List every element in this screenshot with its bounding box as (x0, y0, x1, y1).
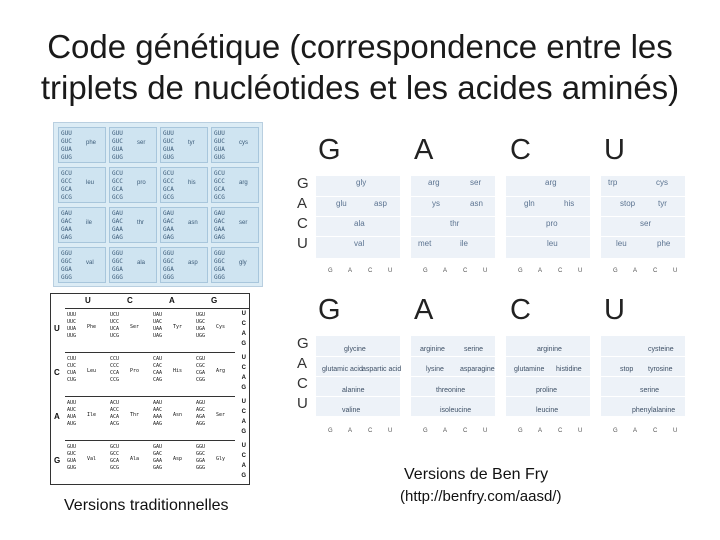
trad2-codons: UGU UGC UGA UGG (196, 312, 206, 339)
codon-block (109, 207, 157, 243)
fry-aa-label: ala (354, 219, 365, 228)
trad2-third-letter: U (241, 443, 246, 449)
fry-column-letter: C (510, 294, 531, 326)
fry-aa-label: ys (432, 199, 440, 208)
amino-acid-label: ala (137, 260, 146, 266)
codon-block (109, 167, 157, 203)
trad2-codons: GAU GAC GAA GAG (153, 444, 163, 471)
codon-block (211, 207, 259, 243)
codon-block (211, 167, 259, 203)
fry-aa-label: serine (640, 387, 660, 394)
amino-acid-label: ser (239, 220, 248, 226)
fry-tick-label: C (653, 428, 658, 434)
fry-tick-label: U (388, 428, 393, 434)
fry-aa-label: histidine (556, 366, 582, 373)
trad2-codons: CCU CCC CCA CCG (110, 356, 120, 383)
trad2-codons: GGU GGC GGA GGG (196, 444, 206, 471)
fry-tick-label: U (388, 268, 393, 274)
amino-acid-label: tyr (188, 140, 195, 146)
fry-tick-label: U (673, 428, 678, 434)
fry-aa-label: glycine (344, 346, 366, 353)
fry-tick-label: C (368, 268, 373, 274)
amino-acid-label: val (86, 260, 94, 266)
fry-divider (316, 396, 400, 397)
trad2-aa: Ser (130, 324, 140, 330)
fry-column-letter: U (604, 134, 625, 166)
trad2-third-letter: G (241, 341, 246, 347)
fry-aa-label: val (354, 239, 365, 248)
trad2-row-header: U (54, 324, 60, 333)
fry-tick-label: A (348, 428, 353, 434)
codon-list: GCU GCC GCA GCG (61, 170, 72, 201)
fry-aa-label: aspartic acid (362, 366, 402, 373)
fry-tick-label: A (538, 268, 543, 274)
fry-aa-label: gly (356, 178, 367, 187)
amino-acid-label: arg (239, 180, 248, 186)
trad2-codons: AUU AUC AUA AUG (67, 400, 77, 427)
caption-benfry-title: Versions de Ben Fry (404, 466, 549, 483)
fry-column-letter: A (414, 134, 434, 166)
codon-list: GGU GGC GGA GGG (214, 250, 225, 281)
trad2-codons: CGU CGC CGA CGG (196, 356, 206, 383)
fry-row-letter: G (297, 335, 309, 352)
fry-row-letter: A (297, 195, 308, 212)
trad2-third-letter: A (241, 375, 246, 381)
fry-tick-label: U (483, 268, 488, 274)
amino-acid-label: asn (188, 220, 198, 226)
fry-divider (506, 216, 590, 217)
fry-tick-label: C (558, 428, 563, 434)
fry-tick-label: C (558, 268, 563, 274)
amino-acid-label: his (188, 180, 196, 186)
fry-divider (506, 356, 590, 357)
trad2-third-letter: A (241, 419, 246, 425)
caption-traditional: Versions traditionnelles (64, 497, 229, 514)
fry-divider (411, 396, 495, 397)
trad2-third-letter: U (241, 311, 246, 317)
trad2-row-header: C (54, 368, 60, 377)
fry-panel (601, 176, 685, 258)
fry-column-letter: G (318, 294, 341, 326)
fry-aa-label: ser (470, 178, 482, 187)
fry-tick-label: A (443, 268, 448, 274)
fry-divider (316, 196, 400, 197)
codon-list: GGU GGC GGA GGG (61, 250, 72, 281)
fry-column-letter: G (318, 134, 341, 166)
fry-divider (316, 216, 400, 217)
amino-acid-label: phe (86, 140, 97, 146)
fry-divider (506, 196, 590, 197)
trad2-third-letter: U (241, 399, 246, 405)
fry-tick-label: G (423, 268, 428, 274)
fry-divider (506, 236, 590, 237)
codon-block (58, 207, 106, 243)
fry-aa-label: ile (460, 239, 469, 248)
fry-row-letter: C (297, 375, 308, 392)
codon-block (109, 127, 157, 163)
trad2-third-letter: G (241, 385, 246, 391)
fry-aa-label: ser (640, 219, 652, 228)
fry-divider (411, 376, 495, 377)
trad2-aa: Leu (87, 368, 97, 374)
fry-aa-label: serine (464, 346, 484, 353)
trad2-aa: Ala (130, 456, 140, 462)
fry-aa-label: leu (547, 239, 558, 248)
trad2-header (65, 294, 249, 309)
amino-acid-label: cys (239, 140, 248, 146)
fry-aa-label: proline (536, 387, 558, 394)
trad2-col-header: A (169, 296, 175, 305)
trad2-codons: GUU GUC GUA GUG (67, 444, 77, 471)
trad2-aa: Val (87, 456, 97, 462)
fry-tick-label: A (633, 268, 638, 274)
trad2-row-header: A (54, 412, 60, 421)
fry-aa-label: gln (524, 199, 535, 208)
trad2-codons: CUU CUC CUA CUG (67, 356, 77, 383)
caption-benfry-url: (http://benfry.com/aasd/) (400, 488, 562, 505)
fry-tick-label: U (578, 268, 583, 274)
amino-acid-label: ile (86, 220, 93, 226)
codon-list: GUU GUC GUA GUG (214, 130, 225, 161)
trad2-row (65, 396, 235, 441)
amino-acid-label: gly (239, 260, 247, 266)
codon-list: GGU GGC GGA GGG (112, 250, 123, 281)
fry-divider (316, 376, 400, 377)
codon-list: GUU GUC GUA GUG (112, 130, 123, 161)
fry-column-letter: A (414, 294, 434, 326)
trad2-third-letter: G (241, 429, 246, 435)
fry-aa-label: tyr (658, 199, 667, 208)
amino-acid-label: asp (188, 260, 198, 266)
codon-block (211, 127, 259, 163)
fry-aa-label: leucine (536, 407, 559, 414)
fry-tick-label: U (483, 428, 488, 434)
codon-block (109, 247, 157, 283)
trad2-third-letter: A (241, 331, 246, 337)
fry-divider (601, 396, 685, 397)
trad2-codons: UCU UCC UCA UCG (110, 312, 120, 339)
fry-row-letter: U (297, 235, 308, 252)
amino-acid-label: ser (137, 140, 146, 146)
fry-aa-label: arginine (537, 346, 562, 353)
trad2-aa: Ile (87, 412, 97, 418)
fry-row-letter: U (297, 395, 308, 412)
trad2-codons: UAU UAC UAA UAG (153, 312, 163, 339)
trad2-row (65, 440, 235, 485)
fry-tick-label: C (463, 428, 468, 434)
fry-divider (411, 216, 495, 217)
trad2-col-header: G (211, 296, 218, 305)
codon-block (160, 247, 208, 283)
fry-aa-label: glutamic acid (322, 366, 363, 373)
fry-tick-label: G (423, 428, 428, 434)
fry-tick-label: U (578, 428, 583, 434)
trad2-aa: Tyr (173, 324, 183, 330)
trad2-aa: Phe (87, 324, 97, 330)
fry-divider (601, 236, 685, 237)
traditional-codon-table-bw (50, 293, 250, 485)
fry-tick-label: G (613, 268, 618, 274)
fry-divider (316, 356, 400, 357)
fry-aa-label: met (418, 239, 432, 248)
trad2-aa: Asn (173, 412, 183, 418)
codon-list: GUU GUC GUA GUG (163, 130, 174, 161)
fry-row-letter: C (297, 215, 308, 232)
codon-list: GAU GAC GAA GAG (163, 210, 174, 241)
trad2-codons: CAU CAC CAA CAG (153, 356, 163, 383)
trad2-row-header: G (54, 456, 61, 465)
fry-tick-label: A (538, 428, 543, 434)
fry-tick-label: C (368, 428, 373, 434)
trad2-codons: ACU ACC ACA ACG (110, 400, 120, 427)
codon-block (58, 247, 106, 283)
slide-title (20, 26, 700, 108)
trad2-third-letter: C (241, 365, 246, 371)
trad2-codons: AGU AGC AGA AGG (196, 400, 206, 427)
fry-tick-label: G (328, 428, 333, 434)
fry-aa-label: phenylalanine (632, 407, 676, 414)
fry-aa-label: stop (620, 199, 636, 208)
trad2-row (65, 352, 235, 397)
fry-aa-label: asparagine (460, 366, 495, 373)
amino-acid-label: thr (137, 220, 145, 226)
fry-aa-label: pro (546, 219, 558, 228)
fry-divider (411, 236, 495, 237)
trad2-third-letter: C (241, 409, 246, 415)
fry-tick-label: C (463, 268, 468, 274)
trad2-aa: Asp (173, 456, 183, 462)
fry-divider (601, 216, 685, 217)
fry-aa-label: arg (545, 178, 557, 187)
trad2-col-header: C (127, 296, 133, 305)
fry-aa-label: arg (428, 178, 440, 187)
codon-block (211, 247, 259, 283)
fry-tick-label: C (653, 268, 658, 274)
trad2-aa: Thr (130, 412, 140, 418)
fry-divider (601, 376, 685, 377)
fry-divider (411, 196, 495, 197)
trad2-third-letter: C (241, 453, 246, 459)
trad2-aa: Ser (216, 412, 226, 418)
title-line-1: Code génétique (correspondence entre les (47, 28, 673, 65)
fry-column-letter: U (604, 294, 625, 326)
fry-aa-label: his (564, 199, 575, 208)
fry-aa-label: arginine (420, 346, 445, 353)
traditional-codon-table-color (53, 122, 263, 287)
trad2-third-letter: U (241, 355, 246, 361)
fry-tick-label: G (518, 428, 523, 434)
fry-divider (411, 356, 495, 357)
fry-column-letter: C (510, 134, 531, 166)
codon-list: GCU GCC GCA GCG (112, 170, 123, 201)
fry-tick-label: G (613, 428, 618, 434)
trad2-third-letter: C (241, 321, 246, 327)
codon-list: GAU GAC GAA GAG (61, 210, 72, 241)
fry-aa-label: threonine (436, 387, 466, 394)
fry-aa-label: glu (336, 199, 347, 208)
trad2-third-letter: A (241, 463, 246, 469)
fry-row-letter: G (297, 175, 309, 192)
fry-divider (506, 376, 590, 377)
fry-tick-label: U (673, 268, 678, 274)
fry-aa-label: glutamine (514, 366, 545, 373)
fry-aa-label: tyrosine (648, 366, 673, 373)
trad2-codons: AAU AAC AAA AAG (153, 400, 163, 427)
codon-list: GUU GUC GUA GUG (61, 130, 72, 161)
codon-list: GCU GCC GCA GCG (163, 170, 174, 201)
fry-divider (316, 236, 400, 237)
fry-aa-label: thr (450, 219, 460, 228)
trad2-aa: Arg (216, 368, 226, 374)
codon-list: GCU GCC GCA GCG (214, 170, 225, 201)
trad2-aa: Cys (216, 324, 226, 330)
amino-acid-label: leu (86, 180, 95, 186)
codon-block (160, 207, 208, 243)
fry-aa-label: alanine (342, 387, 365, 394)
codon-block (58, 167, 106, 203)
fry-divider (601, 196, 685, 197)
fry-aa-label: asp (374, 199, 387, 208)
trad2-col-header: U (85, 296, 91, 305)
amino-acid-label: pro (137, 180, 146, 186)
fry-aa-label: stop (620, 366, 634, 373)
codon-list: GGU GGC GGA GGG (163, 250, 174, 281)
trad2-aa: Gly (216, 456, 226, 462)
fry-divider (506, 396, 590, 397)
fry-aa-label: cysteine (648, 346, 674, 353)
fry-aa-label: lysine (426, 366, 444, 373)
codon-block (58, 127, 106, 163)
fry-divider (601, 356, 685, 357)
fry-aa-label: asn (470, 199, 483, 208)
codon-list: GAU GAC GAA GAG (112, 210, 123, 241)
codon-block (160, 167, 208, 203)
trad2-codons: GCU GCC GCA GCG (110, 444, 120, 471)
fry-tick-label: A (633, 428, 638, 434)
fry-aa-label: leu (616, 239, 627, 248)
trad2-row (65, 308, 235, 353)
fry-aa-label: isoleucine (440, 407, 472, 414)
fry-tick-label: A (443, 428, 448, 434)
trad2-aa: His (173, 368, 183, 374)
fry-tick-label: G (328, 268, 333, 274)
trad2-third-letter: G (241, 473, 246, 479)
fry-aa-label: trp (608, 178, 618, 187)
trad2-aa: Pro (130, 368, 140, 374)
fry-aa-label: phe (657, 239, 671, 248)
fry-row-letter: A (297, 355, 308, 372)
fry-aa-label: cys (656, 178, 668, 187)
codon-block (160, 127, 208, 163)
fry-aa-label: valine (342, 407, 361, 414)
title-line-2: triplets de nucléotides et les acides aminés) (40, 69, 680, 106)
trad2-codons: UUU UUC UUA UUG (67, 312, 77, 339)
fry-tick-label: A (348, 268, 353, 274)
fry-tick-label: G (518, 268, 523, 274)
codon-list: GAU GAC GAA GAG (214, 210, 225, 241)
